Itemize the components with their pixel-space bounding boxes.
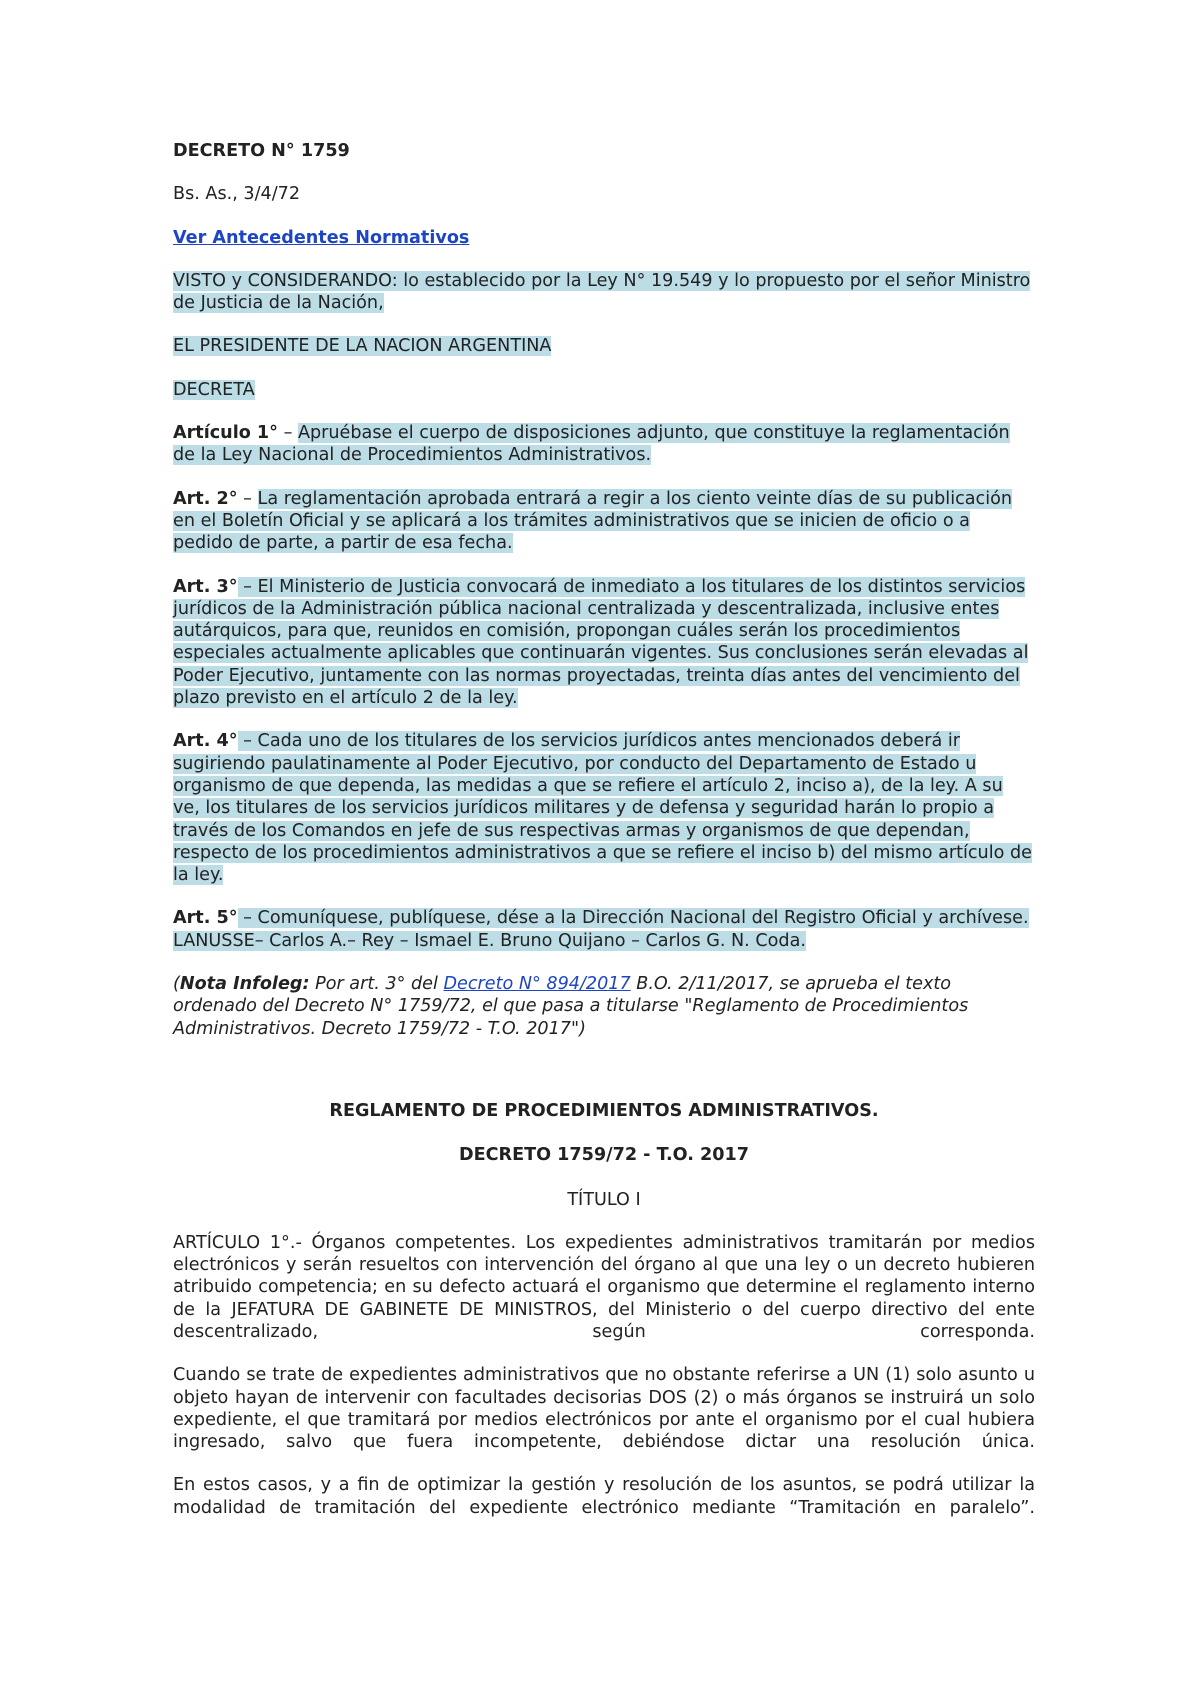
titulo-heading: TÍTULO I bbox=[567, 1189, 641, 1210]
article-dash: – bbox=[237, 731, 258, 752]
article-dash: – bbox=[277, 423, 298, 444]
article-label: Art. 5° bbox=[173, 908, 238, 929]
place-date: Bs. As., 3/4/72 bbox=[173, 184, 301, 205]
visto-paragraph bbox=[173, 270, 1035, 315]
decreto-894-link[interactable]: Decreto N° 894/2017 bbox=[443, 974, 631, 995]
nota-open: ( bbox=[173, 974, 180, 995]
article-dash: – bbox=[237, 576, 258, 597]
decree-title: DECRETO N° 1759 bbox=[173, 141, 350, 161]
article-text: Cada uno de los titulares de los servicios jurídicos antes mencionados deberá ir sugiriendo paulatinamente al Poder Ejecutivo, por conducto del Departamento de Estado u organismo de que dependa, las medidas a que se refiere el artículo 2, inciso a), de la ley. A su ve, los titulares de los servicios jurídicos militares y de defensa y seguridad harán lo propio a través de los Comandos en jefe de sus respectivas armas y organismos de que dependan, respecto de los procedimientos administrativos a que se refiere el inciso b) del mismo artículo de la ley. bbox=[173, 731, 1032, 886]
nota-infoleg bbox=[173, 973, 1035, 1040]
article-text: La reglamentación aprobada entrará a regir a los ciento veinte días de su publicación en el Boletín Oficial y se aplicará a los trámites administrativos que se inicien de oficio o a pedido de parte, a partir de esa fecha. bbox=[173, 488, 1013, 554]
nota-after-link: B.O. 2/11/2017, se aprueba el texto ordenado del Decreto N° 1759/72, el que pasa a titularse "Reglamento de Procedimientos Administrativos. Decreto 1759/72 - T.O. 2017") bbox=[173, 974, 969, 1039]
article-dash: – bbox=[237, 908, 258, 929]
decreta-text: DECRETA bbox=[173, 379, 255, 400]
article-4 bbox=[173, 730, 1035, 886]
document-page bbox=[173, 140, 1035, 1540]
antecedentes-link-text[interactable]: Ver Antecedentes Normativos bbox=[173, 227, 470, 248]
article-1 bbox=[173, 422, 1035, 467]
nota-label: Nota Infoleg: bbox=[179, 974, 310, 995]
article-label: Artículo 1° bbox=[173, 423, 278, 444]
article-label: Art. 3° bbox=[173, 576, 238, 597]
reglamento-heading: REGLAMENTO DE PROCEDIMIENTOS ADMINISTRATIVOS. bbox=[329, 1100, 879, 1121]
article-5 bbox=[173, 907, 1035, 952]
article-dash: – bbox=[237, 488, 258, 509]
article-text: Apruébase el cuerpo de disposiciones adjunto, que constituye la reglamentación de la Ley Nacional de Procedimientos Administrativos. bbox=[173, 423, 1010, 466]
reglamento-article-1: ARTÍCULO 1°.- Órganos competentes. Los expedientes administrativos tramitarán por medios electrónicos y serán resueltos con intervención del órgano al que una ley o un decreto hubieren atribuido competencia; en su defecto actuará el organismo que determine el reglamento interno de la JEFATURA DE GABINETE DE MINISTROS, del Ministerio o del cuerpo directivo del ente descentralizado, según corresponda. bbox=[173, 1232, 1035, 1342]
article-text: Comuníquese, publíquese, dése a la Dirección Nacional del Registro Oficial y archívese. LANUSSE– Carlos A.– Rey – Ismael E. Bruno Quijano – Carlos G. N. Coda. bbox=[173, 908, 1029, 951]
reglamento-subheading: DECRETO 1759/72 - T.O. 2017 bbox=[459, 1145, 749, 1166]
reglamento-paragraph-2: Cuando se trate de expedientes administrativos que no obstante referirse a UN (1) solo asunto u objeto hayan de intervenir con facultades decisorias DOS (2) o más órganos se instruirá un solo expediente, el que tramitará por medios electrónicos por ante el organismo por el cual hubiera ingresado, salvo que fuera incompetente, debiéndose dictar una resolución única. bbox=[173, 1365, 1035, 1453]
article-3 bbox=[173, 576, 1035, 710]
antecedentes-link[interactable] bbox=[173, 227, 1035, 249]
visto-text: VISTO y CONSIDERANDO: lo establecido por la Ley N° 19.549 y lo propuesto por el señor Ministro de Justicia de la Nación, bbox=[173, 270, 1031, 314]
nota-before-link: Por art. 3° del bbox=[309, 974, 444, 995]
presidente-text: EL PRESIDENTE DE LA NACION ARGENTINA bbox=[173, 336, 552, 357]
article-text: El Ministerio de Justicia convocará de inmediato a los titulares de los distintos servicios jurídicos de la Administración pública nacional centralizada y descentralizada, inclusive entes autárquicos, para que, reunidos en comisión, propongan cuáles serán los procedimientos especiales actualmente aplicables que continuarán vigentes. Sus conclusiones serán elevadas al Poder Ejecutivo, juntamente con las normas proyectadas, treinta días antes del vencimiento del plazo previsto en el artículo 2 de la ley. bbox=[173, 576, 1029, 709]
decreta-line bbox=[173, 379, 1035, 401]
article-label: Art. 2° bbox=[173, 488, 238, 509]
article-2 bbox=[173, 488, 1035, 555]
article-label: Art. 4° bbox=[173, 731, 238, 752]
reglamento-paragraph-3: En estos casos, y a fin de optimizar la gestión y resolución de los asuntos, se podrá utilizar la modalidad de tramitación del expediente electrónico mediante “Tramitación en paralelo”. bbox=[173, 1475, 1035, 1518]
presidente-line bbox=[173, 335, 1035, 357]
